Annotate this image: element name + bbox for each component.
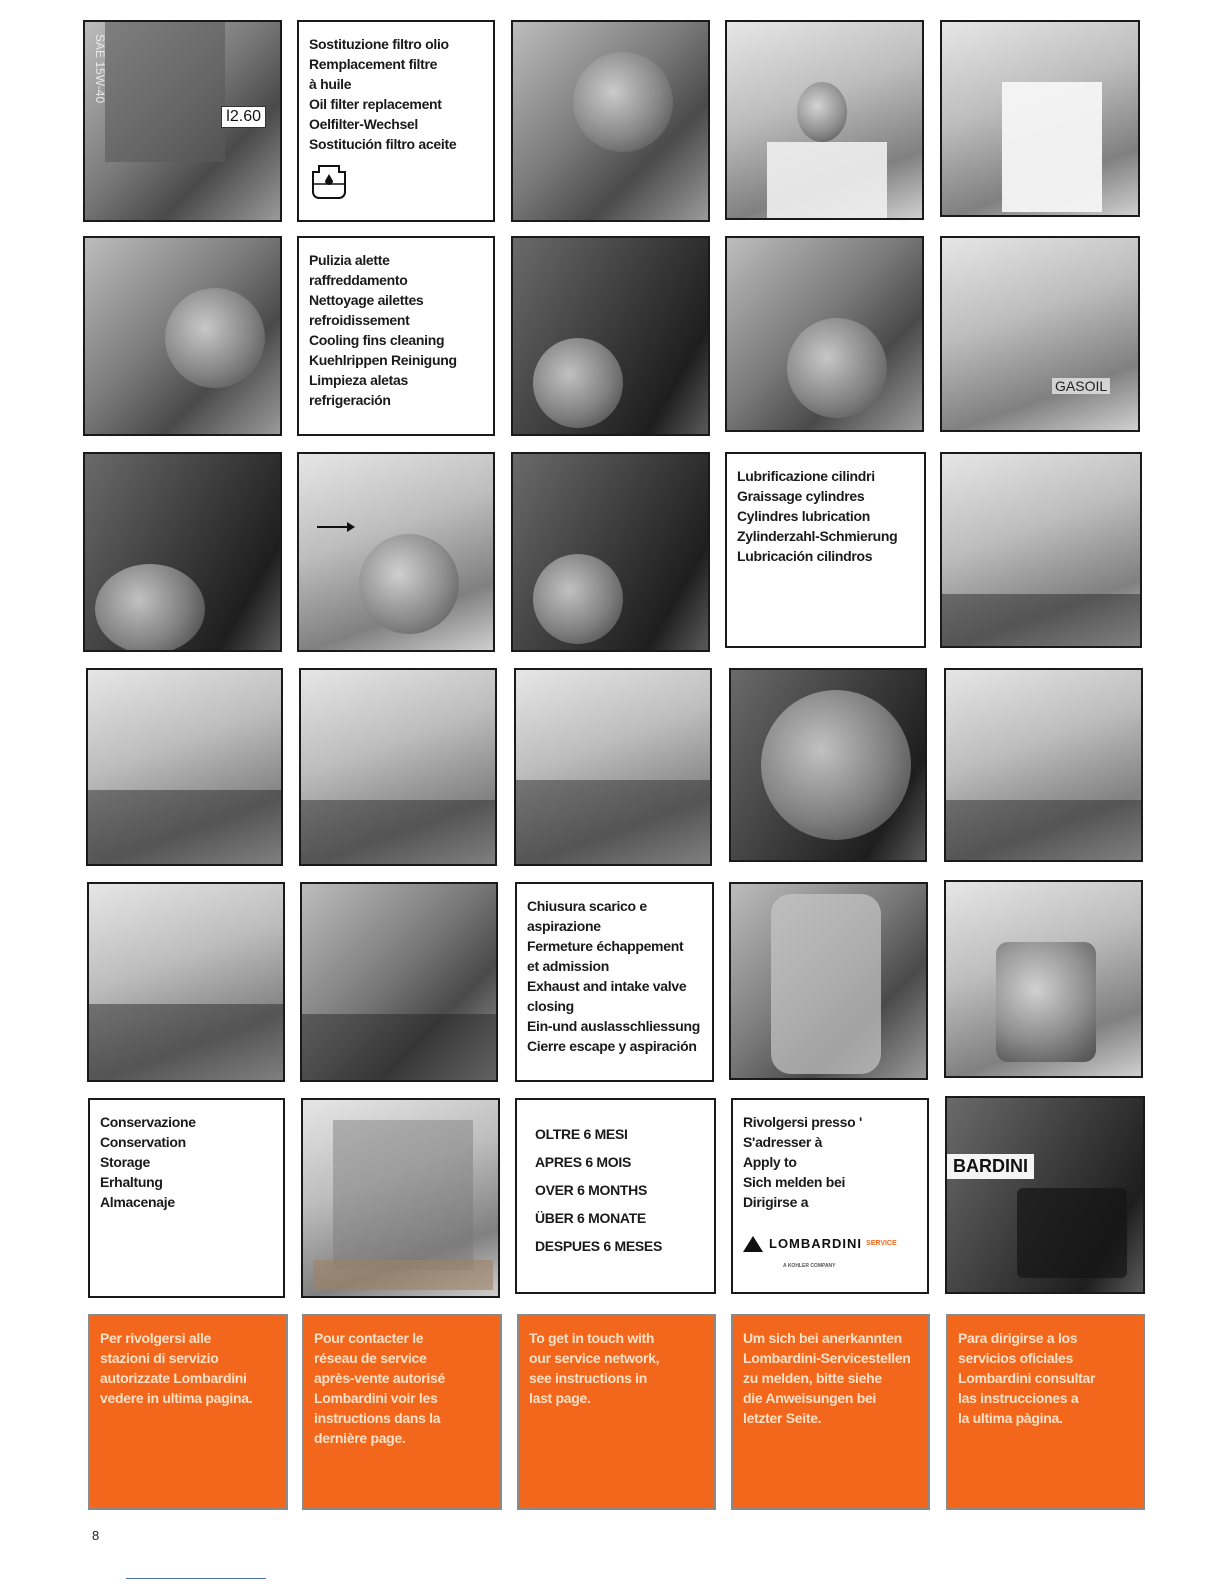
photo-service-van <box>945 1096 1145 1294</box>
photo-injector-removal <box>940 452 1142 648</box>
photo-wrench-injector <box>86 668 283 866</box>
note-italian: Per rivolgersi alle stazioni di servizio autorizzate Lombardini vedere in ultima pagina. <box>88 1314 288 1510</box>
arrow-right-icon <box>317 520 357 534</box>
photo-fuel-line-connect <box>300 882 498 1082</box>
oil-quantity-label: l2.60 <box>221 106 266 128</box>
photo-shroud-removal <box>725 236 924 432</box>
note-german: Um sich bei anerkannten Lombardini-Servicestellen zu melden, bitte siehe die Anweisungen bei letzter Seite. <box>731 1314 930 1510</box>
photo-air-filter-seal <box>944 880 1143 1078</box>
lombardini-triangle-icon <box>743 1236 763 1252</box>
photo-exhaust-seal <box>729 882 928 1080</box>
text-cooling-fins: Pulizia alette raffreddamento Nettoyage ailettes refroidissement Cooling fins cleaning Kuehlrippen Reinigung Limpieza aletas refrigeración <box>297 236 495 436</box>
photo-engine-wrapped <box>301 1098 500 1298</box>
page-number: 8 <box>92 1528 100 1543</box>
photo-injector-lift <box>299 668 497 866</box>
photo-filter-removal <box>511 20 710 222</box>
photo-oil-can-cylinder <box>514 668 712 866</box>
photo-shroud-screws <box>511 236 710 436</box>
photo-injector-refit <box>944 668 1143 862</box>
photo-air-blowing <box>83 452 282 652</box>
text-oil-filter: Sostituzione filtro olio Remplacement filtre à huile Oil filter replacement Oelfilter-Wechsel Sostitución filtro aceite <box>297 20 495 222</box>
text-months: OLTRE 6 MESI APRES 6 MOIS OVER 6 MONTHS ÜBER 6 MONATE DESPUES 6 MESES <box>515 1098 716 1294</box>
text-valves: Chiusura scarico e aspirazione Fermeture échappement et admission Exhaust and intake valve closing Ein-und auslasschliessung Cierre escape y aspiración <box>515 882 714 1082</box>
photo-flywheel-turn <box>729 668 927 862</box>
text-storage: Conservazione Conservation Storage Erhaltung Almacenaje <box>88 1098 285 1298</box>
photo-oil-can <box>83 20 282 222</box>
text-cylinders: Lubrificazione cilindri Graissage cylindres Cylindres lubrication Zylinderzahl-Schmierung Lubricación cilindros <box>725 452 926 648</box>
photo-new-filter-box <box>940 20 1140 217</box>
photo-wrench-tighten <box>87 882 285 1082</box>
note-english: To get in touch with our service network, see instructions in last page. <box>517 1314 716 1510</box>
gasoil-label: GASOIL <box>1052 378 1110 394</box>
photo-filter-install <box>83 236 282 436</box>
text-contact: Rivolgersi presso ' S'adresser à Apply to Sich melden bei Dirigirse a LOMBARDINI SERVICE A KOHLER COMPANY <box>731 1098 929 1294</box>
note-spanish: Para dirigirse a los servicios oficiales Lombardini consultar las instrucciones a la ultima pàgina. <box>946 1314 1145 1510</box>
note-french: Pour contacter le réseau de service après-vente autorisé Lombardini voir les instructions dans la dernière page. <box>302 1314 502 1510</box>
building-sign: BARDINI <box>947 1154 1034 1179</box>
oil-grade-label: SAE 15W-40 <box>93 34 107 104</box>
photo-shroud-refit <box>297 452 495 652</box>
photo-screws-tighten <box>511 452 710 652</box>
photo-fins-brushing <box>940 236 1140 432</box>
lombardini-logo: LOMBARDINI SERVICE <box>743 1234 917 1254</box>
footer-divider <box>126 1578 266 1579</box>
oil-drop-icon <box>309 162 349 200</box>
photo-filter-drain <box>725 20 924 220</box>
